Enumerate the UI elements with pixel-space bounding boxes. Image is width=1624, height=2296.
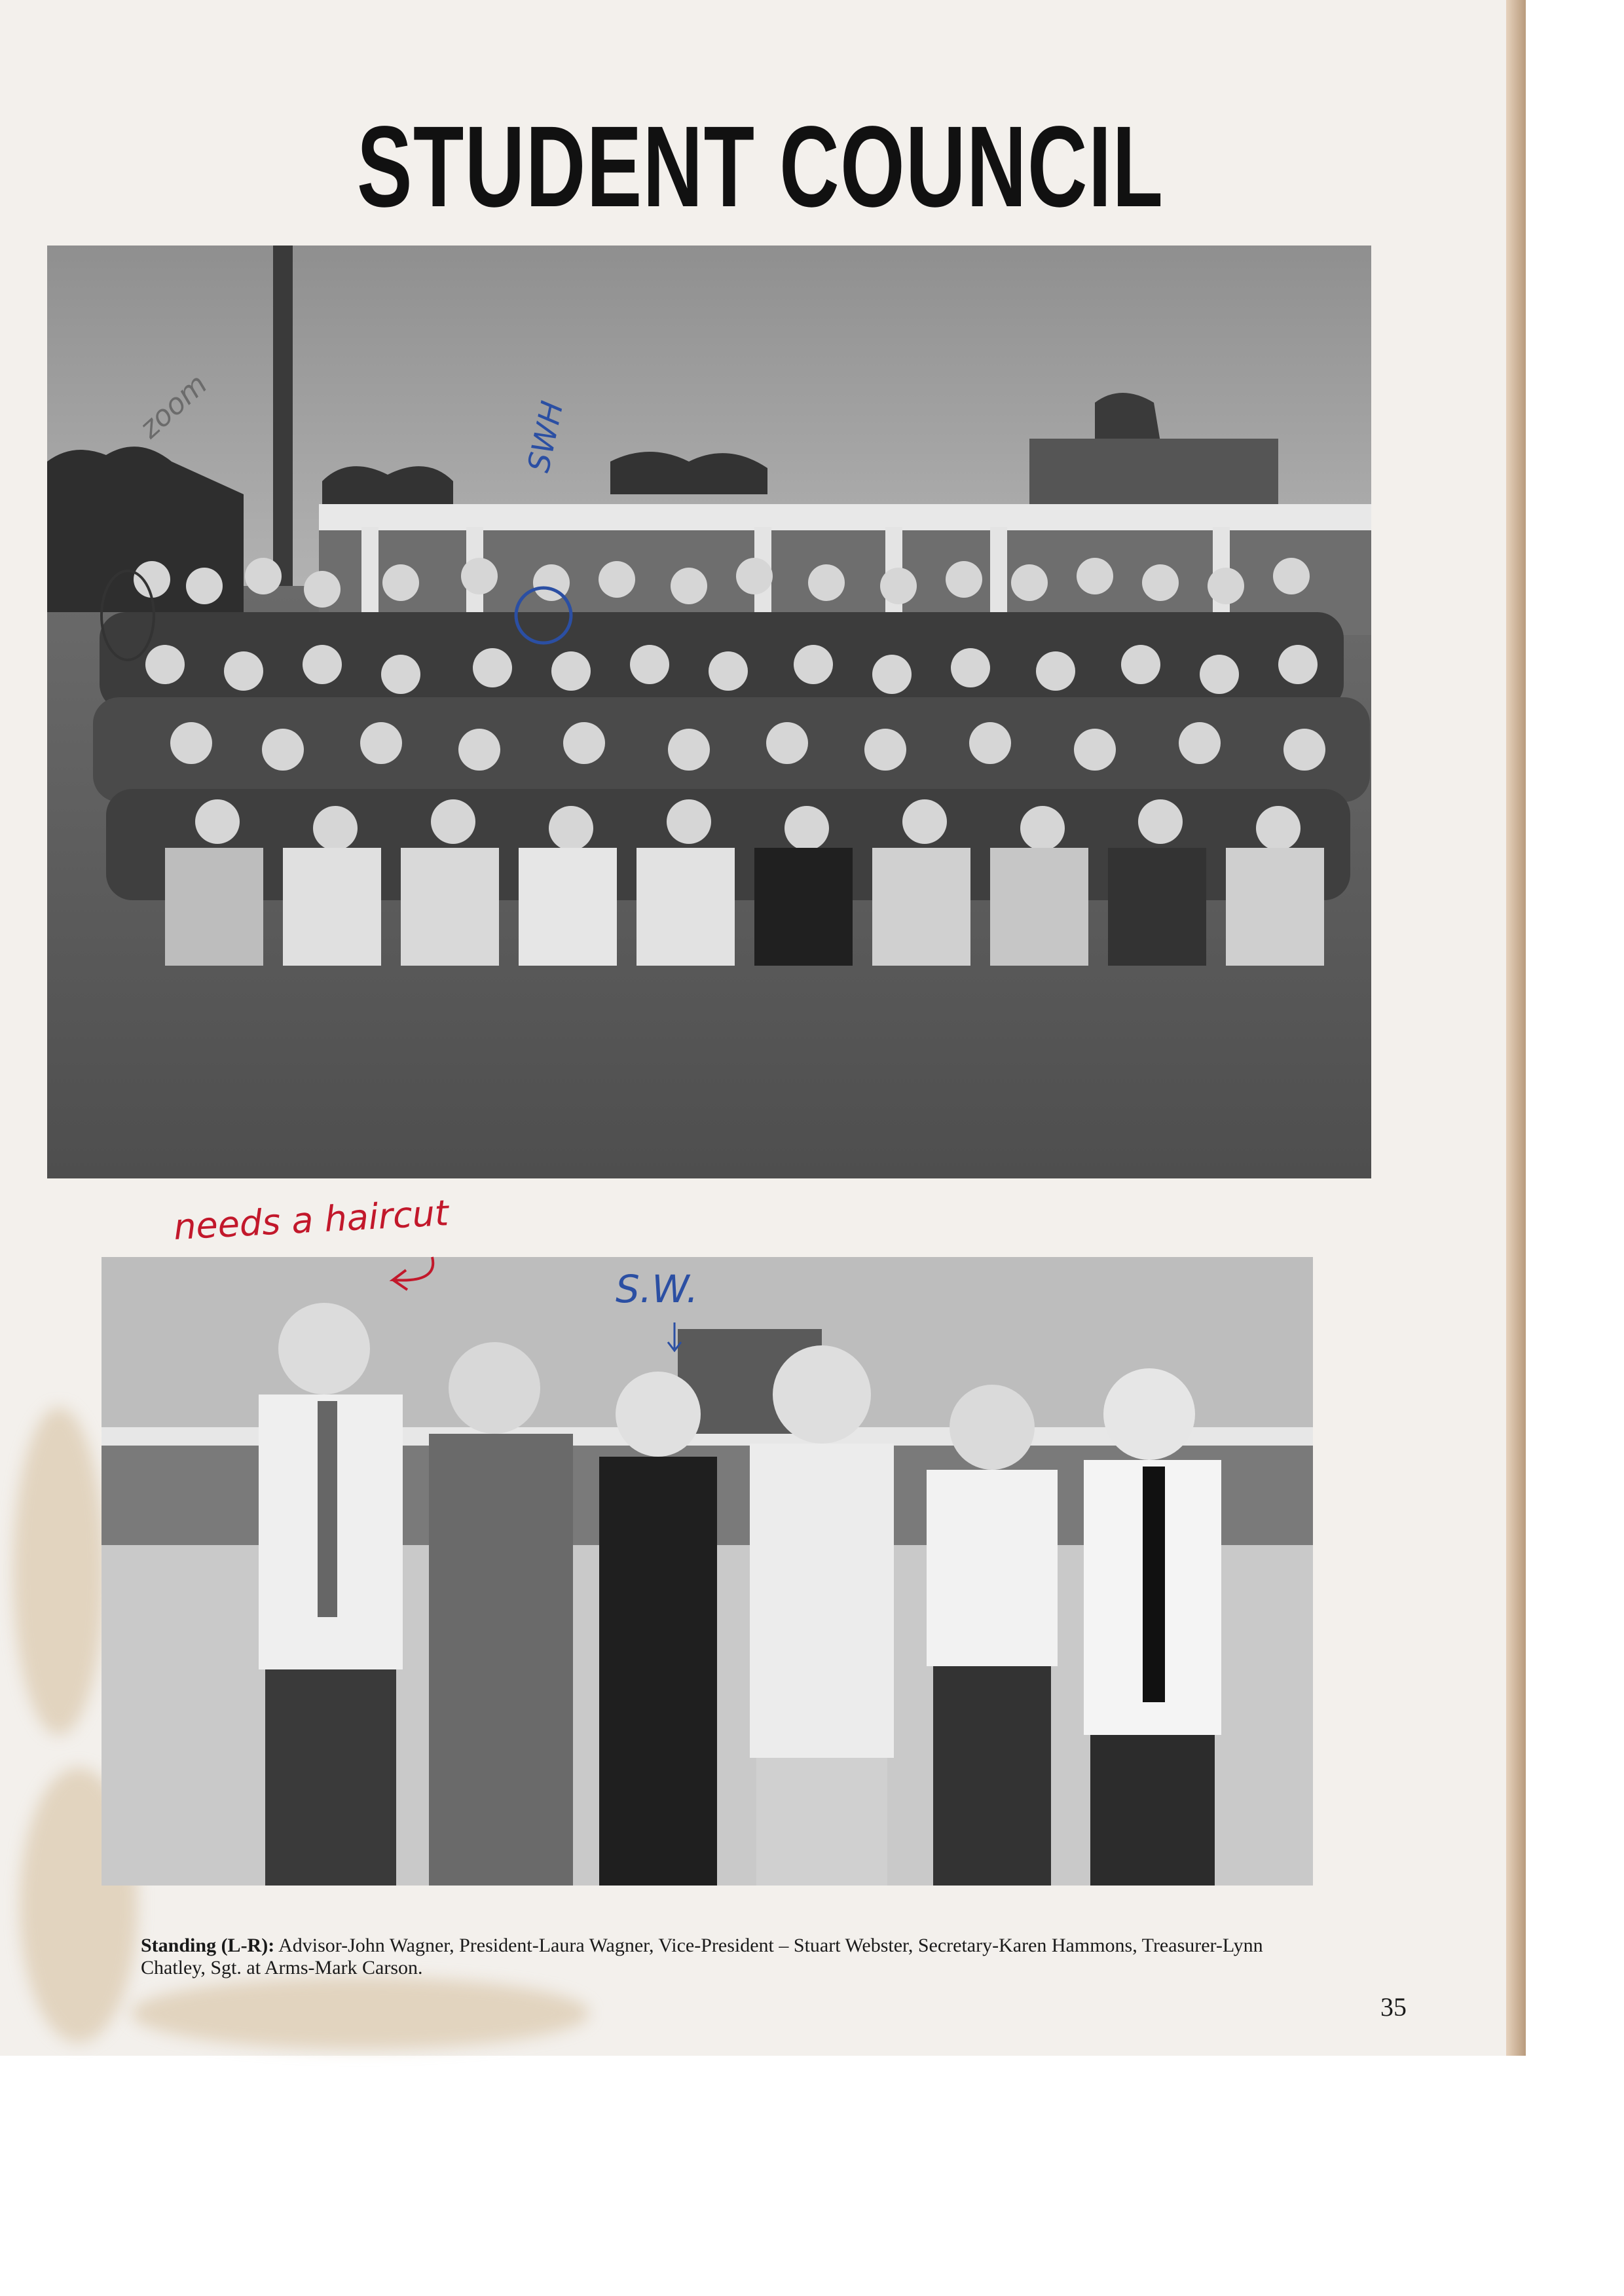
officers-photo bbox=[101, 1257, 1313, 1886]
handwritten-note-sw: S.W. bbox=[616, 1267, 699, 1311]
page-edge bbox=[1506, 0, 1526, 2056]
page-number: 35 bbox=[1380, 1992, 1407, 2022]
handwritten-note-initials: SWH bbox=[520, 397, 570, 476]
handwritten-circle-mark bbox=[92, 563, 170, 668]
caption-label: Standing (L-R): bbox=[141, 1935, 275, 1956]
blue-arrow-icon bbox=[665, 1319, 684, 1358]
handwritten-circle-mark bbox=[507, 579, 580, 651]
group-photo-image bbox=[47, 246, 1371, 1178]
group-photo bbox=[47, 246, 1371, 1178]
red-arrow-icon bbox=[367, 1244, 445, 1296]
water-stain bbox=[131, 1977, 589, 2049]
water-stain bbox=[13, 1408, 105, 1735]
handwritten-note-haircut: needs a haircut bbox=[172, 1192, 450, 1248]
page-title: STUDENT COUNCIL bbox=[357, 103, 1164, 231]
handwritten-note-zoom: zoom bbox=[133, 367, 214, 445]
officers-photo-image bbox=[101, 1257, 1313, 1886]
photo-caption bbox=[141, 1935, 1306, 1979]
caption-text: Advisor-John Wagner, President-Laura Wagner, Vice-President – Stuart Webster, Secretary-Karen Hammons, Treasurer-Lynn Chatley, Sgt. at Arms-Mark Carson. bbox=[141, 1935, 1263, 1978]
